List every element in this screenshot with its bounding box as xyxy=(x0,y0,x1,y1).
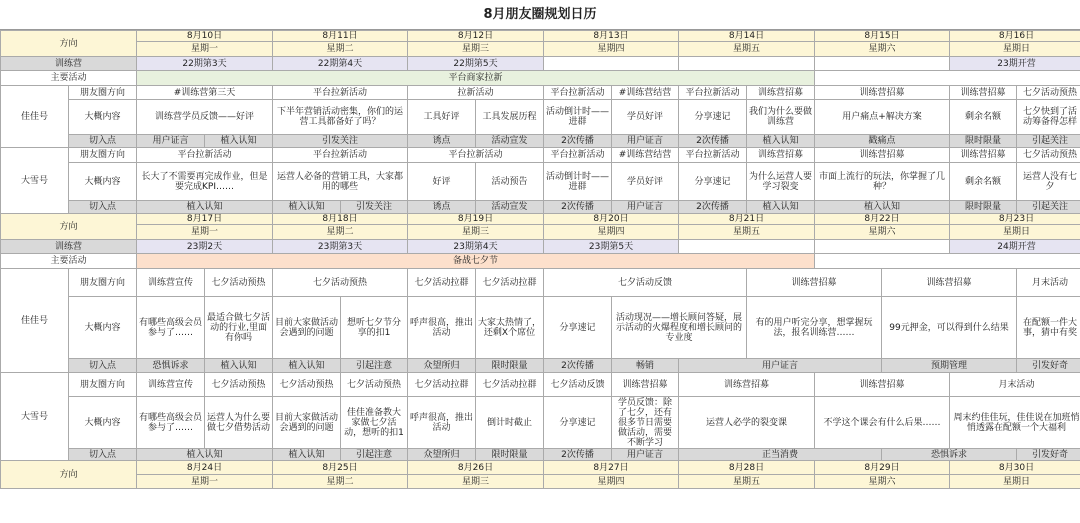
entry-label: 切入点 xyxy=(69,449,137,461)
direction-cell: 平台拉新活动 xyxy=(137,148,273,163)
content-cell: 七夕快到了活动筹备得怎样 xyxy=(1017,100,1080,135)
direction-cell: 七夕活动预热 xyxy=(1017,148,1080,163)
planning-calendar-table xyxy=(0,30,1080,489)
content-cell: 有哪些高级会员参与了…… xyxy=(137,397,205,449)
entry-cell: 植入认知 xyxy=(137,449,273,461)
content-cell: 分享速记 xyxy=(544,297,612,359)
direction-cell: 训练营招募 xyxy=(747,269,882,297)
date-cell: 8月22日 xyxy=(815,214,950,225)
entry-cell: 畅销 xyxy=(612,359,679,373)
entry-cell: 引起关注 xyxy=(1017,135,1080,148)
date-cell: 8月28日 xyxy=(679,461,815,475)
content-cell: 目前大家做活动会遇到的问题 xyxy=(273,397,341,449)
main-activity-cell xyxy=(815,71,1080,86)
date-cell: 8月13日 xyxy=(544,31,679,42)
content-cell: 运营人为什么要做七夕借势活动 xyxy=(205,397,273,449)
date-cell: 8月10日 xyxy=(137,31,273,42)
account-label-dx: 大雪号 xyxy=(1,148,69,214)
direction-cell: 训练营招募 xyxy=(882,269,1017,297)
weekday-cell: 星期一 xyxy=(137,475,273,489)
weekday-cell: 星期日 xyxy=(950,475,1080,489)
content-cell: 市面上流行的玩法，你掌握了几种？ xyxy=(815,163,950,201)
content-cell: 分享速记 xyxy=(679,100,747,135)
direction-cell: 七夕活动预热 xyxy=(273,373,341,397)
content-cell: 周末约佳佳玩，佳佳说在加班悄悄透露在配额一个大福利 xyxy=(950,397,1080,449)
content-cell: 在配额一件大事，猜中有奖 xyxy=(1017,297,1080,359)
direction-cell: 训练营招募 xyxy=(950,148,1017,163)
direction-cell: 平台拉新活动 xyxy=(273,86,408,100)
entry-cell: 恐惧诉求 xyxy=(137,359,205,373)
weekday-cell: 星期四 xyxy=(544,475,679,489)
entry-cell: 正当消费 xyxy=(679,449,882,461)
entry-cell: 限时限量 xyxy=(476,359,544,373)
date-cell: 8月27日 xyxy=(544,461,679,475)
direction-cell: 训练营宣传 xyxy=(137,269,205,297)
content-cell: 呼声很高，推出活动 xyxy=(408,397,476,449)
content-cell: 不学这个课会有什么后果…… xyxy=(815,397,950,449)
entry-cell: 植入认知 xyxy=(205,135,273,148)
calendar-title: 8月朋友圈规划日历 xyxy=(0,0,1080,30)
direction-cell: 训练营招募 xyxy=(815,148,950,163)
entry-cell: 用户证言 xyxy=(612,201,679,214)
moments-direction-label: 朋友圈方向 xyxy=(69,148,137,163)
weekday-cell: 星期五 xyxy=(679,42,815,57)
entry-label: 切入点 xyxy=(69,359,137,373)
weekday-cell: 星期二 xyxy=(273,225,408,240)
entry-cell: 2次传播 xyxy=(679,201,747,214)
date-cell: 8月21日 xyxy=(679,214,815,225)
direction-cell: 月末活动 xyxy=(950,373,1080,397)
direction-cell: #训练营结营 xyxy=(612,86,679,100)
direction-cell: 平台拉新活动 xyxy=(544,148,612,163)
date-cell: 8月20日 xyxy=(544,214,679,225)
direction-cell: 月末活动 xyxy=(1017,269,1080,297)
camp-cell xyxy=(679,57,815,71)
content-cell: 我们为什么要做训练营 xyxy=(747,100,815,135)
entry-cell: 引起注意 xyxy=(341,359,408,373)
date-cell: 8月19日 xyxy=(408,214,544,225)
entry-label: 切入点 xyxy=(69,135,137,148)
date-cell: 8月16日 xyxy=(950,31,1080,42)
camp-cell: 23期第3天 xyxy=(273,240,408,254)
direction-cell: 七夕活动预热 xyxy=(273,269,408,297)
content-cell: 运营人必备的营销工具，大家都用的哪些 xyxy=(273,163,408,201)
direction-cell: 拉新活动 xyxy=(408,86,544,100)
content-label: 大概内容 xyxy=(69,397,137,449)
weekday-cell: 星期三 xyxy=(408,225,544,240)
entry-cell: 植入认知 xyxy=(273,449,341,461)
date-cell: 8月26日 xyxy=(408,461,544,475)
weekday-cell: 星期六 xyxy=(815,475,950,489)
camp-cell: 24期开营 xyxy=(950,240,1080,254)
content-cell: 99元押金，可以得到什么结果 xyxy=(882,297,1017,359)
content-cell: 剩余名额 xyxy=(950,100,1017,135)
camp-cell xyxy=(815,240,950,254)
camp-cell: 23期第4天 xyxy=(408,240,544,254)
entry-cell: 众望所归 xyxy=(408,449,476,461)
weekday-cell: 星期四 xyxy=(544,225,679,240)
content-cell: 佳佳准备教大家做七夕活动，想听的扣1 xyxy=(341,397,408,449)
content-cell: 倒计时截止 xyxy=(476,397,544,449)
camp-cell xyxy=(544,57,679,71)
camp-label: 训练营 xyxy=(1,57,137,71)
content-cell: 分享速记 xyxy=(679,163,747,201)
content-cell: 活动倒计时——进群 xyxy=(544,163,612,201)
date-cell: 8月14日 xyxy=(679,31,815,42)
direction-cell: 训练营招募 xyxy=(747,86,815,100)
content-cell: 最适合做七夕活动的行业,里面有你吗 xyxy=(205,297,273,359)
content-cell: 大家太热情了，还剩X个席位 xyxy=(476,297,544,359)
moments-direction-label: 朋友圈方向 xyxy=(69,269,137,297)
weekday-cell: 星期三 xyxy=(408,475,544,489)
entry-cell: 限时限量 xyxy=(950,201,1017,214)
date-cell: 8月17日 xyxy=(137,214,273,225)
entry-cell: 恐惧诉求 xyxy=(882,449,1017,461)
main-activity-label: 主要活动 xyxy=(1,254,137,269)
camp-cell xyxy=(679,240,815,254)
direction-cell: 平台拉新活动 xyxy=(544,86,612,100)
entry-cell: 植入认知 xyxy=(273,201,341,214)
entry-cell: 限时限量 xyxy=(476,449,544,461)
camp-cell: 23期第5天 xyxy=(544,240,679,254)
entry-cell: 戳痛点 xyxy=(815,135,950,148)
entry-cell: 引发好奇 xyxy=(1017,449,1080,461)
camp-cell: 22期第5天 xyxy=(408,57,544,71)
content-cell: 为什么运营人要学习裂变 xyxy=(747,163,815,201)
entry-cell: 植入认知 xyxy=(205,359,273,373)
main-activity-cell: 备战七夕节 xyxy=(137,254,815,269)
content-label: 大概内容 xyxy=(69,163,137,201)
entry-cell: 2次传播 xyxy=(544,359,612,373)
weekday-cell: 星期二 xyxy=(273,475,408,489)
content-cell: 长大了不需要再完成作业，但是要完成KPI…… xyxy=(137,163,273,201)
direction-cell: 七夕活动预热 xyxy=(205,269,273,297)
entry-cell: 引发好奇 xyxy=(1017,359,1080,373)
content-cell: 用户痛点+解决方案 xyxy=(815,100,950,135)
main-activity-cell xyxy=(815,254,1080,269)
entry-cell: 众望所归 xyxy=(408,359,476,373)
date-cell: 8月24日 xyxy=(137,461,273,475)
entry-cell: 2次传播 xyxy=(544,201,612,214)
content-cell: 工具好评 xyxy=(408,100,476,135)
camp-cell: 22期第3天 xyxy=(137,57,273,71)
direction-cell: 训练营招募 xyxy=(747,148,815,163)
direction-cell: 平台拉新活动 xyxy=(408,148,544,163)
content-cell: 呼声很高，推出活动 xyxy=(408,297,476,359)
main-activity-cell: 平台商家拉新 xyxy=(137,71,815,86)
content-label: 大概内容 xyxy=(69,297,137,359)
date-cell: 8月29日 xyxy=(815,461,950,475)
weekday-cell: 星期四 xyxy=(544,42,679,57)
weekday-cell: 星期五 xyxy=(679,225,815,240)
weekday-cell: 星期六 xyxy=(815,42,950,57)
content-cell: 学员好评 xyxy=(612,163,679,201)
direction-cell: 七夕活动拉群 xyxy=(408,269,476,297)
direction-cell: 七夕活动反馈 xyxy=(544,373,612,397)
direction-label: 方向 xyxy=(1,461,137,489)
content-cell: 学员反馈：除了七夕，还有很多节日需要做活动，需要不断学习 xyxy=(612,397,679,449)
entry-cell: 植入认知 xyxy=(747,201,815,214)
entry-cell: 诱点 xyxy=(408,135,476,148)
moments-direction-label: 朋友圈方向 xyxy=(69,86,137,100)
direction-cell: #训练营第三天 xyxy=(137,86,273,100)
direction-cell: 平台拉新活动 xyxy=(679,148,747,163)
weekday-cell: 星期一 xyxy=(137,42,273,57)
entry-cell: 植入认知 xyxy=(273,359,341,373)
entry-cell: 植入认知 xyxy=(137,201,273,214)
direction-label: 方向 xyxy=(1,31,137,57)
direction-cell: 七夕活动预热 xyxy=(1017,86,1080,100)
content-cell: 工具发展历程 xyxy=(476,100,544,135)
weekday-cell: 星期二 xyxy=(273,42,408,57)
entry-cell: 限时限量 xyxy=(950,135,1017,148)
account-label-jj: 佳佳号 xyxy=(1,86,69,148)
direction-cell: 训练营宣传 xyxy=(137,373,205,397)
entry-cell: 活动宣发 xyxy=(476,135,544,148)
weekday-cell: 星期一 xyxy=(137,225,273,240)
date-cell: 8月11日 xyxy=(273,31,408,42)
content-cell: 活动预告 xyxy=(476,163,544,201)
content-cell: 好评 xyxy=(408,163,476,201)
entry-cell: 用户证言 xyxy=(612,449,679,461)
content-cell: 运营人必学的裂变课 xyxy=(679,397,815,449)
entry-cell: 引发关注 xyxy=(273,135,408,148)
date-cell: 8月30日 xyxy=(950,461,1080,475)
moments-direction-label: 朋友圈方向 xyxy=(69,373,137,397)
content-cell: 学员好评 xyxy=(612,100,679,135)
account-label-dx: 大雪号 xyxy=(1,373,69,461)
direction-cell: 七夕活动反馈 xyxy=(544,269,747,297)
weekday-cell: 星期日 xyxy=(950,225,1080,240)
direction-cell: 平台拉新活动 xyxy=(273,148,408,163)
entry-cell: 预期管理 xyxy=(882,359,1017,373)
content-cell: 分享速记 xyxy=(544,397,612,449)
direction-cell: 平台拉新活动 xyxy=(679,86,747,100)
camp-label: 训练营 xyxy=(1,240,137,254)
date-cell: 8月12日 xyxy=(408,31,544,42)
camp-cell: 22期第4天 xyxy=(273,57,408,71)
entry-cell: 引起关注 xyxy=(1017,201,1080,214)
account-label-jj: 佳佳号 xyxy=(1,269,69,373)
entry-cell: 引发关注 xyxy=(341,201,408,214)
content-cell: 有哪些高级会员参与了…… xyxy=(137,297,205,359)
entry-cell: 诱点 xyxy=(408,201,476,214)
direction-cell: #训练营结营 xyxy=(612,148,679,163)
direction-cell: 训练营招募 xyxy=(612,373,679,397)
direction-cell: 七夕活动拉群 xyxy=(476,269,544,297)
date-cell: 8月25日 xyxy=(273,461,408,475)
entry-cell: 活动宣发 xyxy=(476,201,544,214)
entry-cell: 2次传播 xyxy=(544,135,612,148)
content-cell: 训练营学员反馈——好评 xyxy=(137,100,273,135)
content-cell: 下半年营销活动密集，你们的运营工具都备好了吗？ xyxy=(273,100,408,135)
weekday-cell: 星期日 xyxy=(950,42,1080,57)
direction-label: 方向 xyxy=(1,214,137,240)
direction-cell: 七夕活动预热 xyxy=(341,373,408,397)
entry-cell: 植入认知 xyxy=(815,201,950,214)
entry-cell: 2次传播 xyxy=(544,449,612,461)
content-cell: 运营人没有七夕 xyxy=(1017,163,1080,201)
date-cell: 8月15日 xyxy=(815,31,950,42)
weekday-cell: 星期三 xyxy=(408,42,544,57)
direction-cell: 七夕活动预热 xyxy=(205,373,273,397)
main-activity-label: 主要活动 xyxy=(1,71,137,86)
entry-cell: 用户证言 xyxy=(679,359,882,373)
entry-cell: 用户证言 xyxy=(612,135,679,148)
content-label: 大概内容 xyxy=(69,100,137,135)
content-cell: 活动倒计时——进群 xyxy=(544,100,612,135)
direction-cell: 七夕活动拉群 xyxy=(476,373,544,397)
content-cell: 剩余名额 xyxy=(950,163,1017,201)
entry-cell: 植入认知 xyxy=(747,135,815,148)
entry-cell: 引起注意 xyxy=(341,449,408,461)
date-cell: 8月23日 xyxy=(950,214,1080,225)
date-cell: 8月18日 xyxy=(273,214,408,225)
camp-cell xyxy=(815,57,950,71)
weekday-cell: 星期五 xyxy=(679,475,815,489)
content-cell: 目前大家做活动会遇到的问题 xyxy=(273,297,341,359)
direction-cell: 训练营招募 xyxy=(815,86,950,100)
camp-cell: 23期2天 xyxy=(137,240,273,254)
camp-cell: 23期开营 xyxy=(950,57,1080,71)
direction-cell: 训练营招募 xyxy=(950,86,1017,100)
content-cell: 有的用户听完分享，想掌握玩法，报名训练营…… xyxy=(747,297,882,359)
entry-label: 切入点 xyxy=(69,201,137,214)
content-cell: 活动现况——增长顾问答疑，展示活动的火爆程度和增长顾问的专业度 xyxy=(612,297,747,359)
direction-cell: 训练营招募 xyxy=(679,373,815,397)
content-cell: 想听七夕节分享的扣1 xyxy=(341,297,408,359)
direction-cell: 训练营招募 xyxy=(815,373,950,397)
entry-cell: 用户证言 xyxy=(137,135,205,148)
weekday-cell: 星期六 xyxy=(815,225,950,240)
entry-cell: 2次传播 xyxy=(679,135,747,148)
direction-cell: 七夕活动拉群 xyxy=(408,373,476,397)
